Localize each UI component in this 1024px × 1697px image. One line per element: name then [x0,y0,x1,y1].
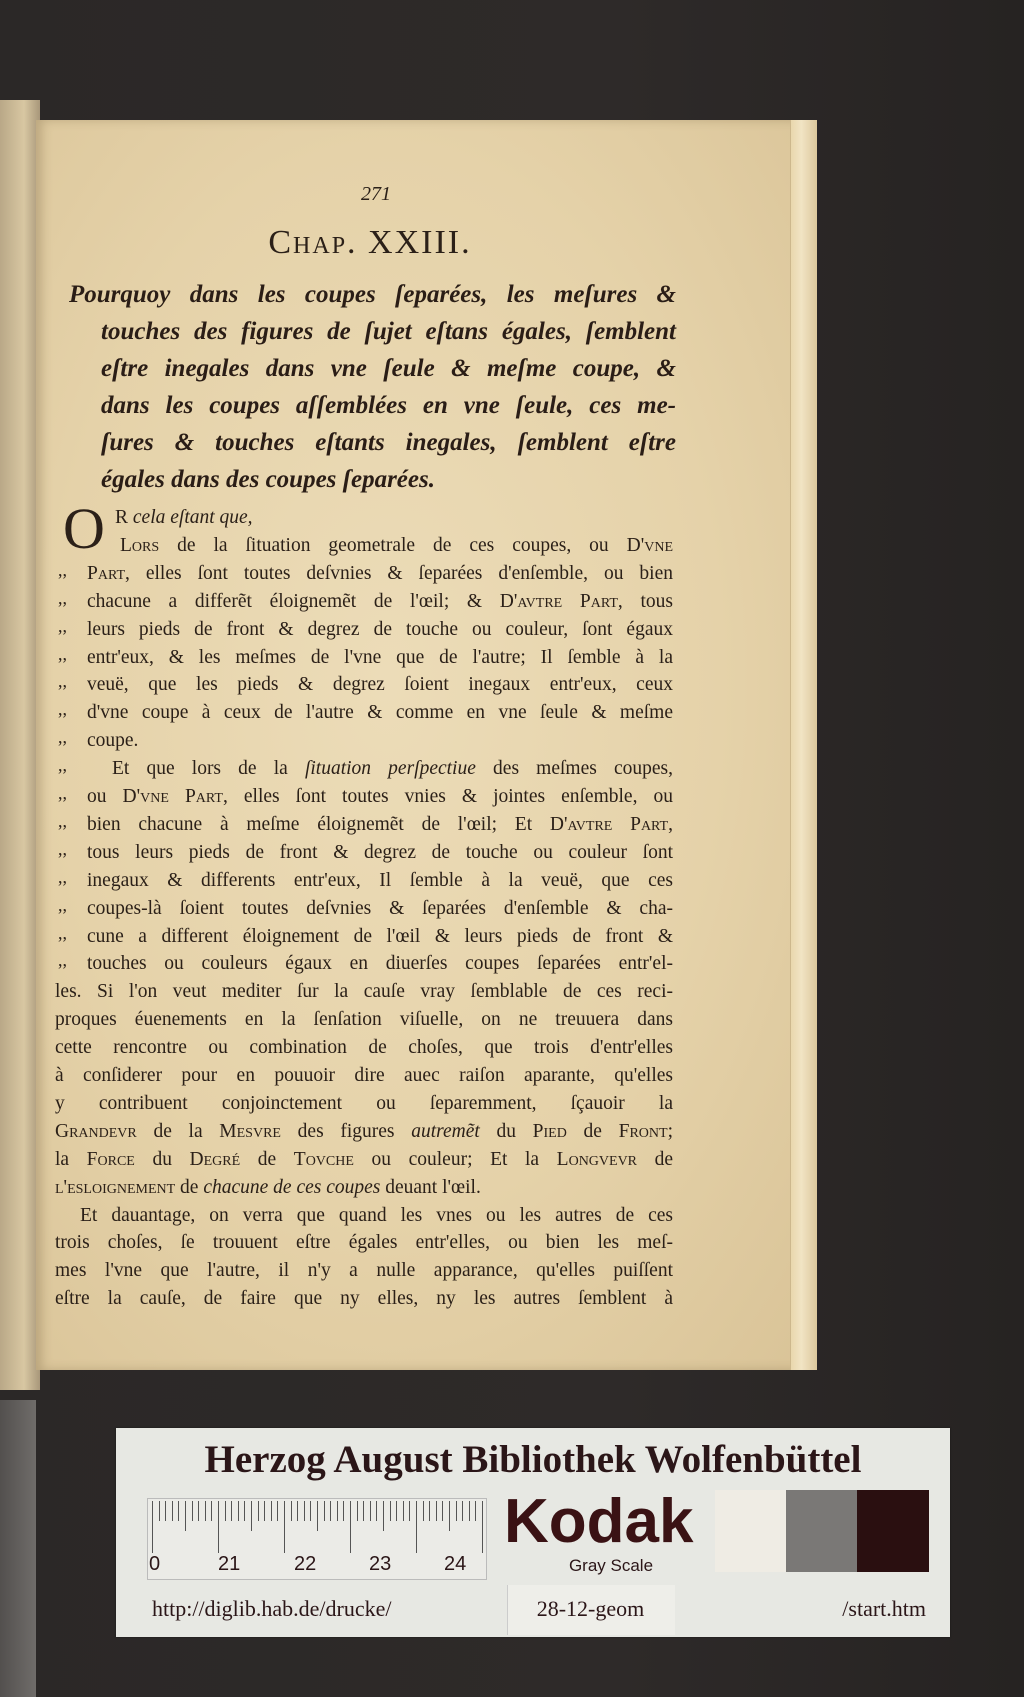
ruler-tick [258,1501,259,1521]
text-run: coupe. [87,730,139,752]
text-run: deuant l'œil. [380,1176,481,1198]
text-run: ou D' [87,786,141,807]
text-run: du [479,1120,533,1142]
text-run: Lors [120,534,160,556]
ruler-label: 23 [369,1553,392,1575]
page-number: 271 [361,183,391,205]
quote-mark: ,, [58,810,67,831]
text-run: Force [86,1148,135,1170]
library-name: Herzog August Bibliothek Wolfenbüttel [204,1438,862,1481]
text-run: , tous [617,590,673,612]
text-run: ſituation perſpectiue [304,758,476,780]
text-run: vne [644,534,673,556]
text-line [87,562,673,586]
quote-mark: ,, [58,950,67,971]
ruler-label: 22 [294,1553,317,1575]
ruler-tick [152,1501,153,1553]
text-run: Longvevr [556,1148,638,1170]
ruler-tick [310,1501,311,1521]
text-run: ; [667,1120,673,1142]
adjacent-page-edge [0,100,40,1390]
text-run: des meſmes coupes, [475,758,673,780]
text-run: cette rencontre ou combination de choſes, que trois d'entr'elles [55,1037,673,1059]
ruler-tick [390,1501,391,1521]
text-line [87,897,673,921]
quote-mark: ,, [58,894,67,915]
text-line [87,785,673,809]
ruler-tick [159,1501,160,1521]
title-line: Pourquoy dans les coupes ſeparées, les meſures & [69,281,676,308]
quote-mark: ,, [58,587,67,608]
text-run: bien chacune à meſme éloignemẽt de l'œil; Et D' [87,813,568,835]
ruler-label: 24 [444,1553,467,1575]
ruler-tick [291,1501,292,1521]
ruler-tick [185,1501,186,1531]
ruler-label: 0 [149,1553,161,1575]
ruler-tick [284,1501,285,1553]
text-line [87,841,673,865]
text-run: coupes-là ſoient toutes deſvnies & ſeparées d'enſemble & cha- [87,897,673,919]
text-line [87,673,673,697]
text-run: , elles ſont toutes deſvnies & ſeparées d'enſemble, ou bien [125,562,673,584]
text-run: de [175,1176,204,1198]
text-run: de [566,1120,619,1142]
quote-mark: ,, [58,671,67,692]
text-line [87,590,673,614]
ruler-tick [469,1501,470,1521]
text-run: Degré [189,1148,241,1170]
ruler-tick [192,1501,193,1521]
text-run: les. Si l'on veut mediter ſur la cauſe vray ſemblable de ces reci- [55,981,673,1003]
ruler-tick [324,1501,325,1521]
text-line [87,618,673,642]
text-run: vne Part [140,786,223,807]
text-run: eſtre la cauſe, de faire que ny elles, ny les autres ſemblent à [55,1288,673,1310]
text-run: y contribuent conjoinctement ou ſeparemment, ſçauoir la [55,1092,673,1114]
quote-mark: ,, [58,783,67,803]
text-run: de [637,1148,674,1170]
ruler-tick [423,1501,424,1521]
ruler-tick [396,1501,397,1521]
text-line [87,646,673,670]
text-line [112,757,673,781]
title-line: touches des figures de ſujet eſtans égales, ſemblent [101,318,676,345]
ruler-tick [211,1501,212,1521]
quote-mark: ,, [58,727,67,748]
ruler-tick [178,1501,179,1521]
ruler-tick [271,1501,272,1521]
ruler-tick [238,1501,239,1521]
text-run: autremẽt [411,1120,480,1142]
text-run: Pied [532,1120,567,1142]
gray-swatch [786,1490,858,1572]
quote-mark: ,, [58,866,67,887]
url-prefix: http://diglib.hab.de/drucke/ [152,1596,392,1621]
text-run: cela eſtant que, [132,507,253,528]
text-line [87,729,673,753]
text-line [55,1036,673,1060]
ruler-tick [475,1501,476,1521]
ruler-tick [357,1501,358,1521]
chapter-heading: Chap. XXIII. [268,224,472,261]
ruler-tick [330,1501,331,1521]
text-run: avtre Part [567,813,669,835]
text-line [55,1231,673,1255]
gray-swatch [857,1490,929,1572]
text-run: Mesvre [219,1120,281,1142]
text-run: , [668,813,673,835]
ruler-tick [442,1501,443,1521]
page-edge [790,120,817,1370]
text-run: ou couleur; Et la [353,1148,557,1170]
ruler-tick [337,1501,338,1521]
ruler-tick [456,1501,457,1521]
text-run: mes l'vne que l'autre, il n'y a nulle apparance, qu'elles puiſſent [55,1260,673,1282]
quote-mark: ,, [58,615,67,636]
ruler-tick [198,1501,199,1521]
ruler-tick [350,1501,351,1553]
text-run: Part [87,562,126,584]
text-line [87,701,673,725]
text-run: R [115,507,133,528]
ruler-tick [317,1501,318,1531]
quote-mark: ,, [58,559,67,580]
text-run: l'esloignement [55,1176,176,1198]
text-run: chacune de ces coupes [203,1176,381,1198]
text-run: Front [618,1120,668,1142]
drop-cap: O [63,496,105,561]
text-run: avtre Part [517,590,618,612]
text-line [55,980,673,1004]
adjacent-page-corner [0,1400,36,1697]
text-run: la [55,1148,87,1170]
quote-mark: ,, [58,699,67,720]
quote-mark: ,, [58,838,67,859]
text-run: trois choſes, ſe trouuent eſtre égales entr'elles, ou bien les meſ- [55,1232,673,1254]
gray-swatch [715,1490,787,1572]
ruler-tick [304,1501,305,1521]
text-line [115,506,673,530]
text-run: de la ſituation geometrale de ces coupes, ou D' [159,534,645,556]
ruler-tick [436,1501,437,1521]
text-run: touches ou couleurs égaux en diuerſes coupes ſeparées entr'el- [87,953,673,975]
title-line: ſures & touches eſtants inegales, ſemblent eſtre [101,429,676,456]
text-line [55,1148,673,1172]
text-run: leurs pieds de front & degrez de touche ou couleur, ſont égaux [87,618,673,640]
ruler-tick [409,1501,410,1521]
gray-scale-label: Gray Scale [568,1556,654,1575]
ruler-tick [225,1501,226,1521]
kodak-logo: Kodak [504,1487,694,1556]
ruler-tick [172,1501,173,1521]
ruler-tick [416,1501,417,1553]
ruler-tick [370,1501,371,1521]
ruler-tick [462,1501,463,1521]
ruler-tick [363,1501,364,1521]
text-run: de [240,1148,294,1170]
quote-mark: ,, [58,643,67,664]
text-run: du [134,1148,190,1170]
text-line [55,1176,673,1200]
url-suffix: /start.htm [842,1596,926,1621]
text-run: proques éuenements en la ſenſation viſuelle, on ne treuuera dans [55,1009,673,1031]
text-line [55,1008,673,1032]
quote-mark: ,, [58,755,67,776]
ruler-tick [218,1501,219,1553]
ruler-tick [251,1501,252,1531]
text-run: de la [136,1120,220,1142]
text-run: des figures [280,1120,412,1142]
text-line [80,1204,673,1228]
ruler-tick [264,1501,265,1521]
quote-mark: ,, [58,922,67,943]
ruler-tick [277,1501,278,1521]
ruler-tick [297,1501,298,1521]
text-line [87,952,673,976]
shelfmark: 28-12-geom [536,1596,645,1621]
text-line [87,813,673,837]
library-color-card [116,1428,950,1637]
text-run: chacune a differẽt éloignemẽt de l'œil; & D' [87,590,518,612]
text-run: Et dauantage, on verra que quand les vnes ou les autres de ces [80,1204,673,1226]
text-run: Tovche [293,1148,354,1170]
text-run: cune a different éloignement de l'œil & leurs pieds de front & [87,925,673,947]
ruler-tick [429,1501,430,1521]
ruler-tick [383,1501,384,1531]
ruler-scale [147,1498,487,1580]
text-run: tous leurs pieds de front & degrez de touche ou couleur ſont [87,841,673,863]
ruler-tick [376,1501,377,1521]
text-line [87,925,673,949]
text-line [55,1120,673,1144]
text-run: veuë, que les pieds & degrez ſoient inegaux entr'eux, ceux [87,674,673,696]
text-run: d'vne coupe à ceux de l'autre & comme en vne ſeule & meſme [87,702,673,724]
text-run: inegaux & differents entr'eux, Il ſemble à la veuë, que ces [87,869,673,891]
text-line [55,1092,673,1116]
title-line: égales dans des coupes ſeparées. [101,466,435,493]
ruler-label: 21 [218,1553,241,1575]
ruler-tick [482,1501,483,1553]
text-run: , elles ſont toutes vnies & jointes enſemble, ou [222,786,673,807]
ruler-tick [244,1501,245,1521]
title-line: eſtre inegales dans vne ſeule & meſme coupe, & [101,355,676,382]
ruler-tick [403,1501,404,1521]
text-line [120,534,673,558]
ruler-tick [449,1501,450,1531]
ruler-tick [343,1501,344,1521]
text-line [55,1287,673,1311]
title-line: dans les coupes aſſemblées en vne ſeule, ces me- [101,392,676,419]
ruler-tick [231,1501,232,1521]
text-line [87,869,673,893]
ruler-tick [205,1501,206,1521]
text-line [55,1064,673,1088]
text-run: Et que lors de la [112,758,305,780]
text-run: entr'eux, & les meſmes de l'vne que de l'autre; Il ſemble à la [87,646,673,668]
text-line [55,1259,673,1283]
ruler-tick [165,1501,166,1521]
text-run: à conſiderer pour en pouuoir dire auec raiſon aparante, qu'elles [55,1065,673,1086]
text-run: Grandevr [55,1120,137,1142]
